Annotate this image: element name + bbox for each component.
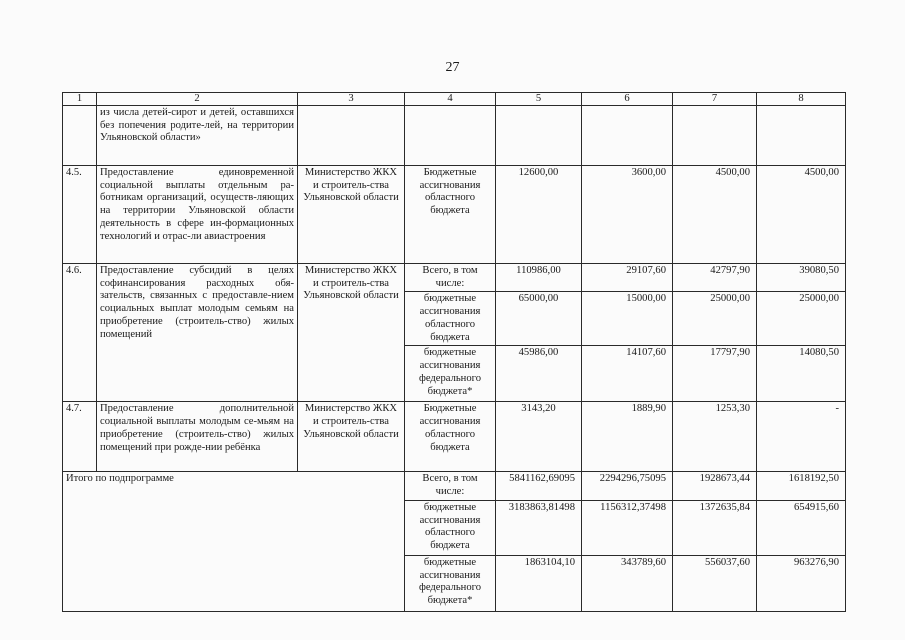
value-total: 3143,20 xyxy=(496,402,582,472)
value-year-1: 1889,90 xyxy=(582,402,673,472)
value-year-1: 3600,00 xyxy=(582,166,673,264)
value-year-3: 25000,00 xyxy=(757,292,846,346)
funding-source: Всего, в том числе: xyxy=(405,264,496,292)
header-cell: 7 xyxy=(673,93,757,106)
total-label: Итого по подпрограмме xyxy=(63,472,405,611)
subprogram-table xyxy=(62,92,846,612)
page-number: 27 xyxy=(445,60,460,75)
value-year-3: 654915,60 xyxy=(757,500,846,555)
value-year-1: 2294296,75095 xyxy=(582,472,673,500)
measure-name: из числа детей-сирот и детей, оставшихся без попечения родите-лей, на территории Ульяновской области» xyxy=(97,106,298,166)
header-cell: 1 xyxy=(63,93,97,106)
value-year-1: 15000,00 xyxy=(582,292,673,346)
funding-source: бюджетные ассигнования областного бюджета xyxy=(405,292,496,346)
header-row xyxy=(63,93,846,106)
measure-name: Предоставление единовременной социальной выплаты отдельным ра-ботникам организаций, осуществ-ляющих на территории Ульяновской области деятельность в сфере ин-формационных технологий и отрас-ли авиастроения xyxy=(97,166,298,264)
value-year-1: 343789,60 xyxy=(582,555,673,611)
value-year-3: 1618192,50 xyxy=(757,472,846,500)
value-year-2: 1372635,84 xyxy=(673,500,757,555)
value-year-3: 39080,50 xyxy=(757,264,846,292)
table-row xyxy=(63,402,846,472)
value-total: 45986,00 xyxy=(496,346,582,402)
header-cell: 3 xyxy=(298,93,405,106)
header-cell: 8 xyxy=(757,93,846,106)
header-cell: 4 xyxy=(405,93,496,106)
value-total: 3183863,81498 xyxy=(496,500,582,555)
value-total: 1863104,10 xyxy=(496,555,582,611)
value-total: 12600,00 xyxy=(496,166,582,264)
funding-source: Всего, в том числе: xyxy=(405,472,496,500)
table-row-continuation xyxy=(63,106,846,166)
value-total: 5841162,69095 xyxy=(496,472,582,500)
value-year-2: 4500,00 xyxy=(673,166,757,264)
row-number: 4.6. xyxy=(63,264,97,402)
value-year-2: 42797,90 xyxy=(673,264,757,292)
header-cell: 6 xyxy=(582,93,673,106)
value-year-3: - xyxy=(757,402,846,472)
value-year-2: 556037,60 xyxy=(673,555,757,611)
funding-source: бюджетные ассигнования федерального бюджета* xyxy=(405,555,496,611)
measure-name: Предоставление субсидий в целях софинансирования расходных обя-зательств, связанных с предоставле-нием социальных выплат молодым семьям на приобретение (строитель-ство) жилых помещений xyxy=(97,264,298,402)
table-row xyxy=(63,166,846,264)
value-year-3: 14080,50 xyxy=(757,346,846,402)
value-year-2: 1253,30 xyxy=(673,402,757,472)
executor: Министерство ЖКХ и строитель-ства Ульяновской области xyxy=(298,264,405,402)
value-year-1: 29107,60 xyxy=(582,264,673,292)
value-total: 65000,00 xyxy=(496,292,582,346)
measure-name: Предоставление дополнительной социальной выплаты молодым се-мьям на приобретение (строитель-ство) жилых помещений при рожде-нии ребёнка xyxy=(97,402,298,472)
funding-source: бюджетные ассигнования областного бюджета xyxy=(405,500,496,555)
header-cell: 2 xyxy=(97,93,298,106)
total-row xyxy=(63,472,846,500)
value-year-2: 1928673,44 xyxy=(673,472,757,500)
executor: Министерство ЖКХ и строитель-ства Ульяновской области xyxy=(298,402,405,472)
header-cell: 5 xyxy=(496,93,582,106)
row-number: 4.7. xyxy=(63,402,97,472)
funding-source: Бюджетные ассигнования областного бюджета xyxy=(405,166,496,264)
value-year-1: 14107,60 xyxy=(582,346,673,402)
funding-source: Бюджетные ассигнования областного бюджета xyxy=(405,402,496,472)
value-year-2: 17797,90 xyxy=(673,346,757,402)
value-year-1: 1156312,37498 xyxy=(582,500,673,555)
executor: Министерство ЖКХ и строитель-ства Ульяновской области xyxy=(298,166,405,264)
funding-source: бюджетные ассигнования федерального бюджета* xyxy=(405,346,496,402)
value-year-3: 4500,00 xyxy=(757,166,846,264)
row-number: 4.5. xyxy=(63,166,97,264)
value-year-3: 963276,90 xyxy=(757,555,846,611)
table-row xyxy=(63,264,846,292)
value-total: 110986,00 xyxy=(496,264,582,292)
value-year-2: 25000,00 xyxy=(673,292,757,346)
